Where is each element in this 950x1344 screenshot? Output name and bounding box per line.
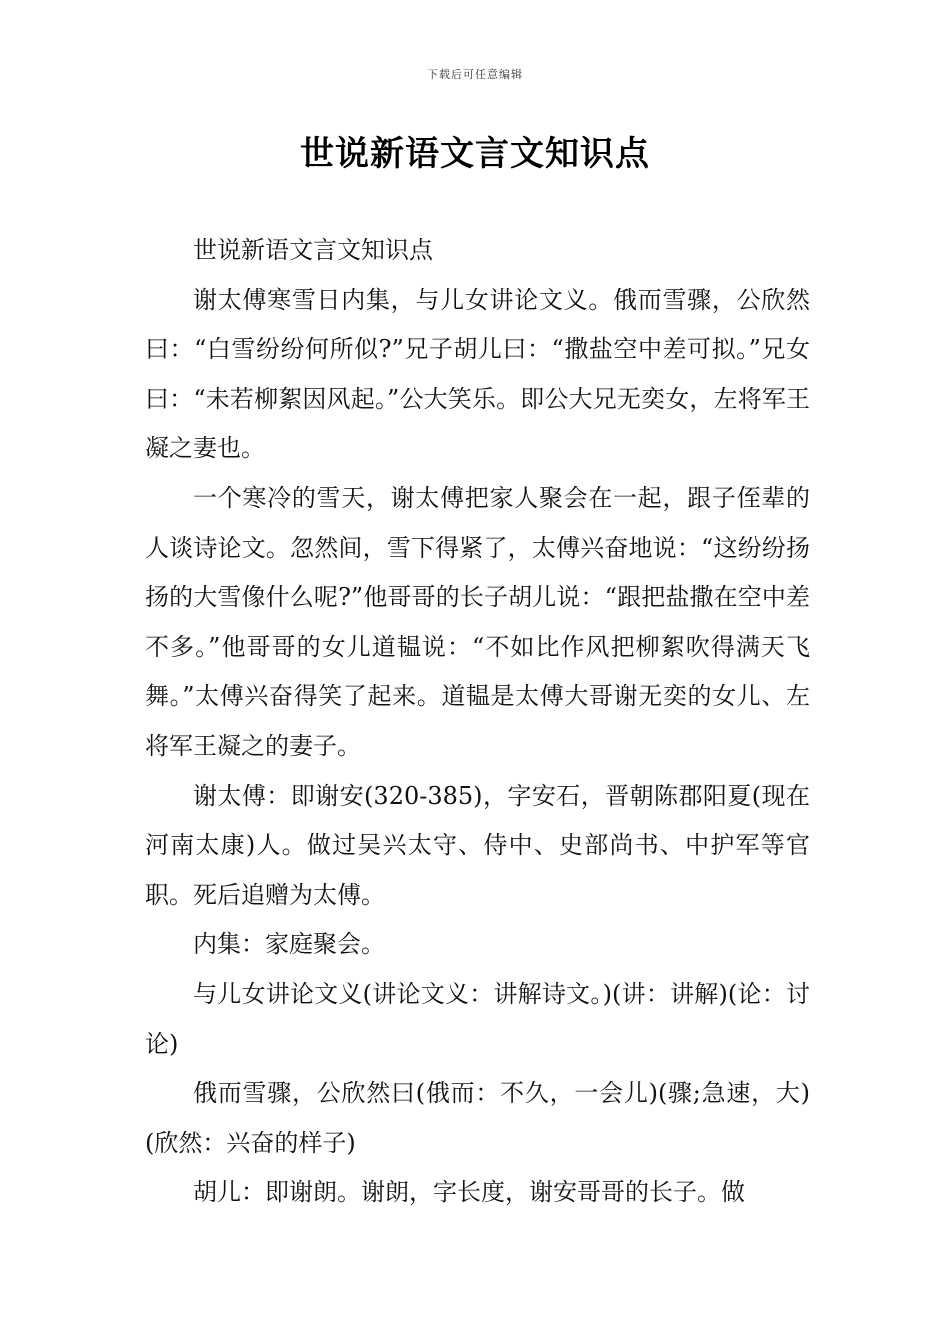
paragraph-translation: 一个寒冷的雪天，谢太傅把家人聚会在一起，跟子侄辈的人谈诗论文。忽然间，雪下得紧了，太傅兴奋地说：“这纷纷扬扬的大雪像什么呢?”他哥哥的长子胡儿说：“跟把盐撒在空中差不多。”他哥哥的女儿道韫说：“不如比作风把柳絮吹得满天飞舞。”太傅兴奋得笑了起来。道韫是太傅大哥谢无奕的女儿、左将军王凝之的妻子。: [145, 483, 810, 760]
paragraph-note-xie-taifu: 谢太傅：即谢安(320-385)，字安石，晋朝陈郡阳夏(现在河南太康)人。做过吴兴太守、侍中、史部尚书、中护军等官职。死后追赠为太傅。: [145, 781, 810, 909]
header-note: 下载后可任意编辑: [427, 68, 523, 81]
paragraph-note-jianglun: 与儿女讲论文义(讲论文义：讲解诗文。)(讲：讲解)(论：讨论): [145, 979, 810, 1058]
paragraph-note-e-er: 俄而雪骤，公欣然曰(俄而：不久，一会儿)(骤;急速，大)(欣然：兴奋的样子): [145, 1079, 810, 1157]
document-body: [145, 226, 810, 1218]
paragraph-subtitle: 世说新语文言文知识点: [193, 236, 433, 264]
paragraph-note-hu-er: 胡儿：即谢朗。谢朗，字长度，谢安哥哥的长子。做: [193, 1178, 745, 1207]
paragraph-original-text: 谢太傅寒雪日内集，与儿女讲论文义。俄而雪骤，公欣然曰：“白雪纷纷何所似?”兄子胡儿曰：“撒盐空中差可拟。”兄女曰：“未若柳絮因风起。”公大笑乐。即公大兄无奕女，左将军王凝之妻也。: [145, 285, 810, 463]
paragraph-note-neiji: 内集：家庭聚会。: [193, 930, 385, 959]
document-title: 世说新语文言文知识点: [300, 134, 650, 174]
